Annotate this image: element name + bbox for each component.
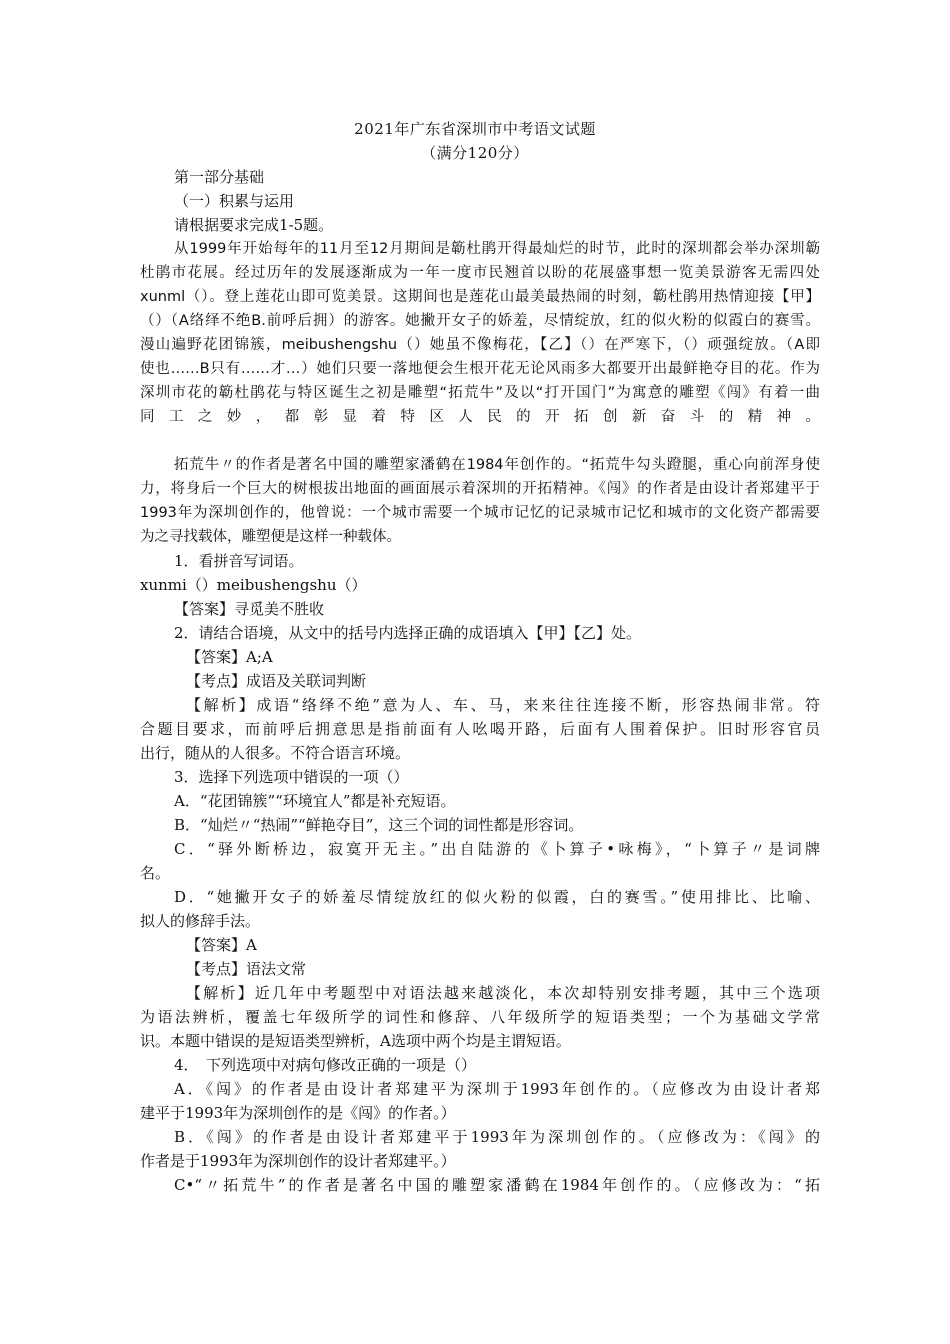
question-4-option-b-cont: 作者是于1993年为深圳创作的设计者郑建平。） [140,1152,456,1170]
passage-line: xunml（）。登上莲花山即可览美景。这期间也是莲花山最美最热闹的时刻，簕杜鹃用热情迎接【甲】 [140,289,820,305]
question-2-point: 【考点】成语及关联词判断 [186,672,367,690]
question-2-analysis: 出行，随从的人很多。不符合语言环境。 [140,744,411,762]
question-3-analysis: 识。本题中错误的是短语类型辨析，A选项中两个均是主谓短语。 [140,1032,571,1050]
question-1-answer: 【答案】寻觅美不胜收 [174,600,325,618]
question-2-analysis: 合题目要求，而前呼后拥意思是指前面有人吆喝开路，后面有人围着保护。旧时形容官员 [140,720,820,738]
question-3-option-b: B．“灿烂〃“热闹”“鲜艳夺目”，这三个词的词性都是形容词。 [174,816,584,834]
document-title: 2021年广东省深圳市中考语文试题 [354,120,596,138]
question-3-option-c: C．“驿外断桥边，寂寞开无主。”出自陆游的《卜算子•咏梅》，“卜算子〃是词牌 [174,840,820,858]
section-heading: （一）积累与运用 [174,192,295,210]
question-4-option-a: A．《闯》的作者是由设计者郑建平为深圳于1993年创作的。（应修改为由设计者郑 [174,1080,820,1098]
question-3-analysis: 【解析】近几年中考题型中对语法越来越淡化，本次却特别安排考题，其中三个选项 [186,984,820,1002]
question-1-prompt: xunmi（）meibushengshu（） [140,576,367,594]
question-2-analysis: 【解析】成语“络绎不绝”意为人、车、马，来来往往连接不断，形容热闹非常。符 [186,696,820,714]
question-3-analysis: 为语法辨析，覆盖七年级所学的词性和修辞、八年级所学的短语类型；一个为基础文学常 [140,1008,820,1026]
question-4-option-b: B．《闯》的作者是由设计者郑建平于1993年为深圳创作的。（应修改为：《闯》的 [174,1128,820,1146]
passage-line: 杜鹃市花展。经过历年的发展逐渐成为一年一度市民翘首以盼的花展盛事想一览美景游客无需四处 [140,265,820,281]
document-subtitle: （满分120分） [421,144,529,162]
passage-line: 力，将身后一个巨大的树根拔出地面的画面展示着深圳的开拓精神。《闯》的作者是由设计者郑建平于 [140,481,820,497]
question-3: 3．选择下列选项中错误的一项（） [174,768,409,786]
question-4: 4． 下列选项中对病句修改正确的一项是（） [174,1056,477,1074]
question-2: 2．请结合语境，从文中的括号内选择正确的成语填入【甲】【乙】处。 [174,624,642,642]
passage-line: 深圳市花的簕杜鹃花与特区诞生之初是雕塑“拓荒牛”及以“打开国门”为寓意的雕塑《闯》有着一曲 [140,385,820,401]
passage-line: 为之寻找载体，雕塑便是这样一种载体。 [140,529,401,545]
section-instruction: 请根据要求完成1-5题。 [174,216,334,234]
passage-line: （）（A络绎不绝B.前呼后拥）的游客。她撇开女子的娇羞，尽情绽放，红的似火粉的似霞白的赛雪。 [140,313,820,329]
question-2-answer: 【答案】A;A [186,648,273,666]
passage-line: 同工之妙，都彰显着特区人民的开拓创新奋斗的精神。 [140,409,820,425]
part-heading: 第一部分基础 [174,168,265,186]
question-3-option-d-cont: 拟人的修辞手法。 [140,912,261,930]
question-1: 1．看拼音写词语。 [174,552,304,570]
passage-line: 从1999年开始每年的11月至12月期间是簕杜鹃开得最灿烂的时节，此时的深圳都会举办深圳簕 [174,241,820,257]
question-3-option-d: D．“她撇开女子的娇羞尽情绽放红的似火粉的似霞，白的赛雪。”使用排比、比喻、 [174,888,820,906]
passage-line: 漫山遍野花团锦簇，meibushengshu（）她虽不像梅花，【乙】（）在严寒下，（）顽强绽放。（A即 [140,337,820,353]
question-3-answer: 【答案】A [186,936,257,954]
question-4-option-a-cont: 建平于1993年为深圳创作的是《闯》的作者。） [140,1104,456,1122]
question-3-point: 【考点】语法文常 [186,960,307,978]
question-3-option-c-cont: 名。 [140,864,171,882]
question-4-option-c: C•“〃拓荒牛”的作者是著名中国的雕塑家潘鹤在1984年创作的。（应修改为：“拓 [174,1176,820,1194]
passage-line: 拓荒牛〃的作者是著名中国的雕塑家潘鹤在1984年创作的。“拓荒牛勾头蹬腿，重心向前浑身使 [174,457,820,473]
question-3-option-a: A．“花团锦簇”“环境宜人”都是补充短语。 [174,792,456,810]
passage-line: 1993年为深圳创作的，他曾说：一个城市需要一个城市记忆的记录城市记忆和城市的文化资产都需要 [140,505,820,521]
passage-line: 使也……B只有……才…）她们只要一落地便会生根开花无论风雨多大都要开出最鲜艳夺目的花。作为 [140,361,820,377]
